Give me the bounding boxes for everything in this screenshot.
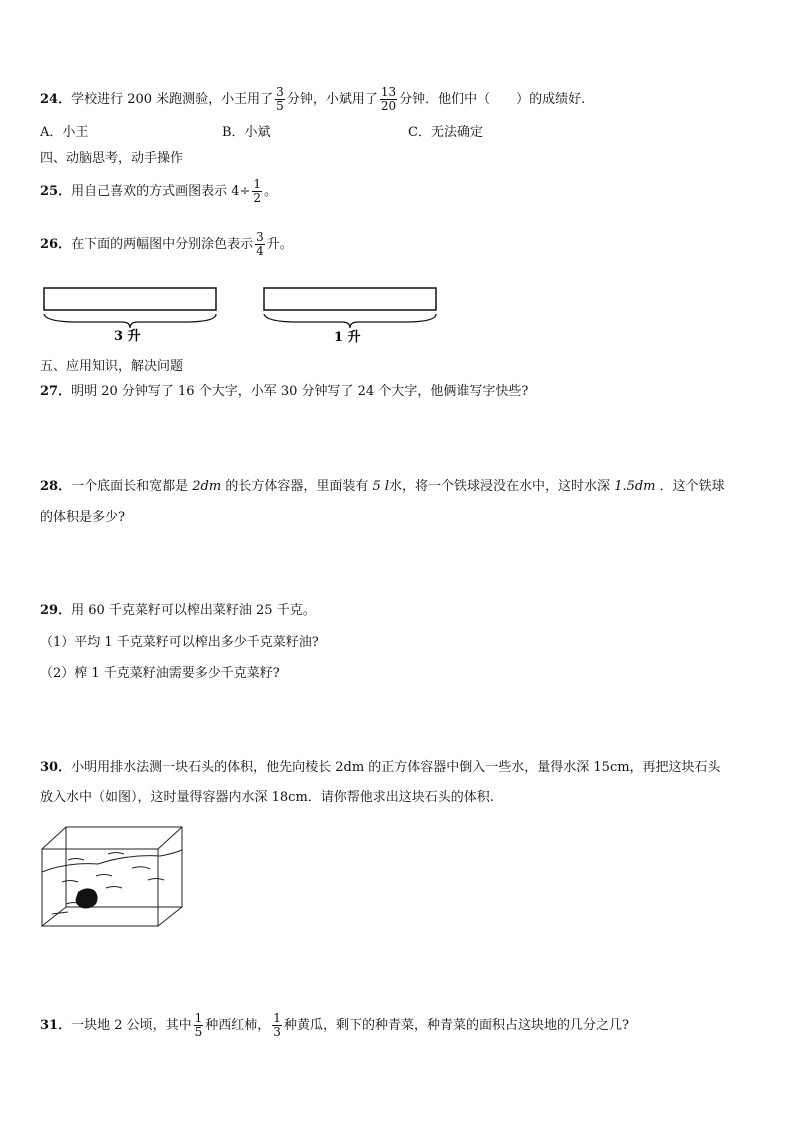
stone	[76, 888, 98, 908]
question-text: 学校进行 200 米跑测验，小王用了	[71, 92, 274, 107]
math-value: 5 l	[372, 479, 390, 494]
section-heading-4: 四、动脑思考，动手操作	[40, 151, 184, 166]
fraction: $\frac{1}{2}$	[253, 177, 262, 205]
question-number: 29．	[40, 603, 72, 618]
fraction: $\frac{1}{3}$	[273, 1011, 281, 1039]
bar-diagram-3-liters[interactable]	[38, 284, 228, 344]
question-number: 28．	[40, 479, 72, 494]
bar-label: 1 升	[334, 330, 361, 344]
question-24: 24．学校进行 200 米跑测验，小王用了 $\frac{3}{5}$ 分钟，小斌用了 $\frac{13}{20}$ 分钟．他们中（ ）的成绩好.	[40, 85, 586, 113]
question-29-sub-2: （2）榨 1 千克菜籽油需要多少千克菜籽?	[40, 666, 280, 681]
fraction: $\frac{3}{5}$	[276, 85, 284, 113]
question-number: 25．	[40, 184, 72, 199]
bar-label: 3 升	[114, 329, 141, 344]
question-26: 26．在下面的两幅图中分别涂色表示 $\frac{3}{4}$ 升。	[40, 230, 293, 258]
question-number: 26．	[40, 237, 72, 252]
water-tank-diagram[interactable]	[38, 824, 198, 934]
question-30-line-2: 放入水中（如图），这时量得容器内水深 18cm．请你帮他求出这块石头的体积.	[40, 790, 494, 805]
question-31: 31．一块地 2 公顷，其中 $\frac{1}{5}$ 种西红柿， $\frac{1}{3}$ 种黄瓜，剩下的种青菜，种青菜的面积占这块地的几分之几?	[40, 1011, 629, 1039]
question-27: 27．明明 20 分钟写了 16 个大字，小军 30 分钟写了 24 个大字，他俩谁写字快些?	[40, 384, 529, 399]
section-heading-5: 五、应用知识，解决问题	[40, 359, 184, 374]
math-value: 2dm	[192, 479, 222, 494]
math-value: 1.5dm	[614, 479, 656, 494]
option-b[interactable]: B．小斌	[222, 125, 271, 140]
question-28: 28．一个底面长和宽都是 2dm 的长方体容器，里面装有 5 l水，将一个铁球浸没在水中，这时水深 1.5dm ．这个铁球	[40, 479, 725, 494]
option-c[interactable]: C．无法确定	[408, 125, 483, 140]
option-a[interactable]: A．小王	[40, 125, 89, 140]
question-25: 25．用自己喜欢的方式画图表示 4÷ $\frac{1}{2}$ 。	[40, 177, 278, 205]
question-28-line-2: 的体积是多少?	[40, 510, 125, 525]
question-number: 31．	[40, 1018, 72, 1033]
fraction: $\frac{13}{20}$	[380, 85, 397, 113]
fraction: $\frac{3}{4}$	[256, 230, 264, 258]
question-29: 29．用 60 千克菜籽可以榨出菜籽油 25 千克。	[40, 603, 316, 618]
question-29-sub-1: （1）平均 1 千克菜籽可以榨出多少千克菜籽油?	[40, 635, 319, 650]
bar-diagram-1-liter[interactable]	[258, 284, 448, 344]
question-number: 27．	[40, 384, 72, 399]
fraction: $\frac{1}{5}$	[194, 1011, 203, 1039]
question-number: 24．	[40, 92, 72, 107]
question-30: 30．小明用排水法测一块石头的体积，他先向棱长 2dm 的正方体容器中倒入一些水，量得水深 15cm，再把这块石头	[40, 760, 721, 775]
question-number: 30．	[40, 760, 72, 775]
